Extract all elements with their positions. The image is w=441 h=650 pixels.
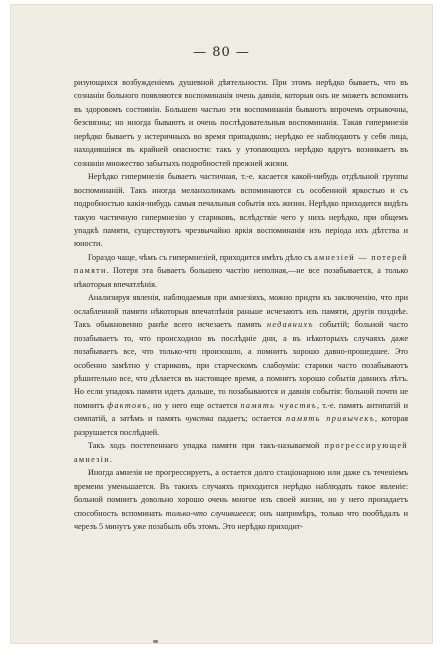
emphasized-text: чувства — [185, 414, 214, 424]
text-run: ; онъ напримѣръ, только что пообѣдалъ и черезъ 5 минутъ уже позабылъ объ этомъ. Это нерѣдко приходит- — [74, 508, 408, 531]
body-text — [74, 76, 408, 533]
emphasized-text: прогрессирующей амнезіи — [74, 441, 408, 464]
paragraph — [74, 439, 408, 466]
text-run: , но у него еще остается — [147, 400, 241, 410]
text-run: . Потеря эта бываетъ большею частію неполная,—не все позабывается, а только нѣкоторыя впечатлѣнія. — [74, 266, 408, 289]
paragraph — [74, 170, 408, 251]
page-mark — [153, 640, 158, 643]
text-run: событій; больной часто позабываетъ то, что происходило въ послѣдніе дни, а въ нѣкоторыхъ случаяхъ даже позабываетъ все, что только-что произошло, а помнитъ хорошо давно-прошедшее. Это особенно замѣтно у стариковъ, при старческомъ слабоуміи: старики часто позабываютъ рѣшительно все, что дѣлается въ настоящее время, а помнятъ хорошо событія давнихъ лѣтъ. Но если упадокъ памяти идетъ дальше, то позабываются и давнія событія: больной почти не помнитъ — [74, 320, 408, 410]
text-run: Анализируя явленія, наблюдаемыя при амнезіяхъ, можно придти къ заключенію, что при ослабленной памяти нѣкоторыя впечатлѣнія раньше исчезаютъ изъ памяти, другія позднѣе. Такъ обыкновенно ранѣе всего исчезаетъ память — [74, 293, 408, 330]
text-run: . — [109, 454, 112, 464]
emphasized-text: амнезіей — потерей памяти — [74, 252, 408, 276]
paragraph — [74, 76, 408, 170]
paragraph — [74, 251, 408, 291]
emphasized-text: память чувствъ — [240, 400, 317, 410]
text-run: Нерѣдко гипермнезія бываетъ частичная, т.-е. касается какой-нибудь отдѣльной группы воспоминаній. Такъ иногда меланхоликамъ вспоминаются съ особенной яркостью и съ подробностью какія-нибудь самыя печальныя событія ихъ жизни. Нерѣдко приходится видѣть такую частичную гипермнезію у стариковъ, вслѣдствіе чего у нихъ нерѣдко, при общемъ упадкѣ памяти, существуютъ чрезвычайно яркія воспоминанія изъ періода ихъ дѣтства и юности. — [74, 172, 408, 249]
book-page — [10, 4, 433, 644]
emphasized-text: память привычекъ — [286, 414, 375, 424]
emphasized-text: только-что случившееся — [165, 508, 254, 518]
paragraph — [74, 291, 408, 439]
text-run: ризующихся возбужденіемъ душевной дѣятельности. При этомъ нерѣдко бываетъ, что въ сознаніи больного появляются воспоминанія очень давнія, которыя онъ не можетъ вспомнить въ здоровомъ состояніи. Большею частью эти воспоминанія бываютъ впрочемъ отрывочны, безсвязны; но иногда бываютъ и очень послѣдовательныя воспоминанія. Такая гипермнезія нерѣдко бываетъ у истеричныхъ во время припадковъ; нерѣдко ее наблюдаютъ у себя лица, находившіяся въ крайней опасности: такъ у утопающихъ нерѣдко вдругъ возникаетъ въ сознаніи множество забытыхъ подробностей прежней жизни. — [74, 78, 408, 168]
emphasized-text: недавнихъ — [267, 320, 314, 330]
page-number: — 80 — — [193, 45, 250, 60]
text-run: Иногда амнезія не прогрессируетъ, а остается долго стаціонарною или даже съ теченіемъ времени уменьшается. Въ такихъ случаяхъ приходится нерѣдко наблюдать такое явленіе: больной помнитъ довольно хорошо очень многое изъ своей жизни, но у него пропадаетъ способность вспоминать — [74, 468, 408, 518]
text-run: , т.-е. память антипатій и симпатій, а затѣмъ и память — [74, 400, 408, 424]
text-run: , которая разрушается послѣдней. — [74, 414, 408, 437]
emphasized-text: фактовъ — [107, 400, 148, 410]
text-run: Гораздо чаще, чѣмъ съ гипермнезіей, приходится имѣть дѣло съ — [88, 252, 315, 262]
text-run: падаетъ; остается — [213, 414, 286, 424]
text-run: Такъ ходъ постепеннаго упадка памяти при такъ-называемой — [88, 441, 325, 451]
paragraph — [74, 466, 408, 533]
